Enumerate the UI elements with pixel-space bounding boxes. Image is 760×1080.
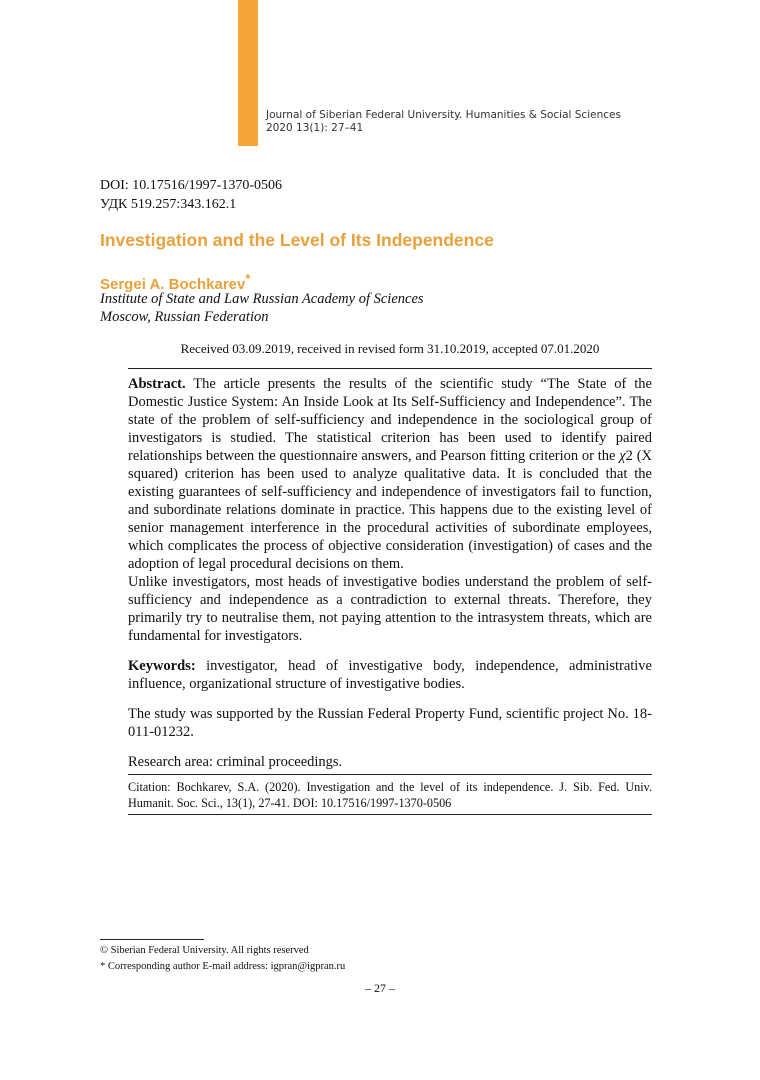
abstract-label: Abstract. [128, 376, 186, 392]
citation-bottom-rule [128, 814, 652, 815]
journal-name: Journal of Siberian Federal University. Humanities & Social Sciences [266, 109, 621, 121]
abstract-paragraph-2: Unlike investigators, most heads of investigative bodies understand the problem of self-sufficiency and independence as a contradiction to external threats. Therefore, they primarily try to neutralise them, not paying attention to the intrasystem threats, which are fundamental for investigators. [128, 574, 652, 644]
journal-accent-bar [238, 0, 258, 146]
affiliation-institute: Institute of State and Law Russian Academy of Sciences [100, 291, 424, 307]
doi: DOI: 10.17516/1997-1370-0506 [100, 178, 282, 193]
udk: УДК 519.257:343.162.1 [100, 197, 237, 212]
citation-top-rule [128, 774, 652, 775]
abstract-text-1: The article presents the results of the scientific study “The State of the Domestic Justice System: An Inside Look at Its Self-Sufficiency and Independence”. The state of the problem of self-sufficiency and independence in the sociological group of investigators is studied. The statistical criterion has been used to identify paired relationships between the questionnaire answers, and Pearson fitting criterion or the [128, 376, 652, 464]
footnote-rule [100, 939, 204, 940]
journal-issue: 2020 13(1): 27–41 [266, 122, 364, 134]
article-meta [100, 176, 282, 214]
abstract-paragraph-1 [128, 375, 652, 573]
author-name-text: Sergei A. Bochkarev [100, 276, 246, 293]
affiliation-location: Moscow, Russian Federation [100, 309, 269, 325]
footnotes [100, 943, 345, 975]
journal-header [266, 109, 621, 135]
corresponding-author-note: * Corresponding author E-mail address: igpran@igpran.ru [100, 961, 346, 972]
chi-symbol: χ [619, 448, 626, 464]
affiliation [100, 290, 424, 326]
abstract-top-rule [128, 368, 652, 369]
copyright-note: © Siberian Federal University. All rights reserved [100, 945, 309, 956]
abstract-block [128, 375, 652, 771]
research-area: Research area: criminal proceedings. [128, 754, 343, 770]
author-marker: * [245, 272, 251, 286]
article-title: Investigation and the Level of Its Independence [100, 230, 494, 250]
page-number: – 27 – [365, 981, 395, 995]
abstract-text-2: 2 (X squared) criterion has been used to analyze qualitative data. It is concluded that the existing guarantees of self-sufficiency and independence of investigators fail to function, and subordinate relations dominate in practice. This happens due to the existing level of senior management interference in the procedural activities of subordinate employees, which complicates the process of objective consideration (investigation) of cases and the adoption of legal procedural decisions on them. [128, 448, 652, 572]
keywords-label: Keywords: [128, 658, 196, 674]
citation: Citation: Bochkarev, S.A. (2020). Investigation and the level of its independence. J. Sib. Fed. Univ. Humanit. Soc. Sci., 13(1), 27-41. DOI: 10.17516/1997-1370-0506 [128, 780, 652, 810]
keywords [128, 657, 652, 693]
keywords-text: investigator, head of investigative body, independence, administrative influence, organizational structure of investigative bodies. [128, 658, 652, 692]
funding-note: The study was supported by the Russian Federal Property Fund, scientific project No. 18-011-01232. [128, 706, 652, 740]
received-dates: Received 03.09.2019, received in revised form 31.10.2019, accepted 07.01.2020 [180, 341, 600, 356]
